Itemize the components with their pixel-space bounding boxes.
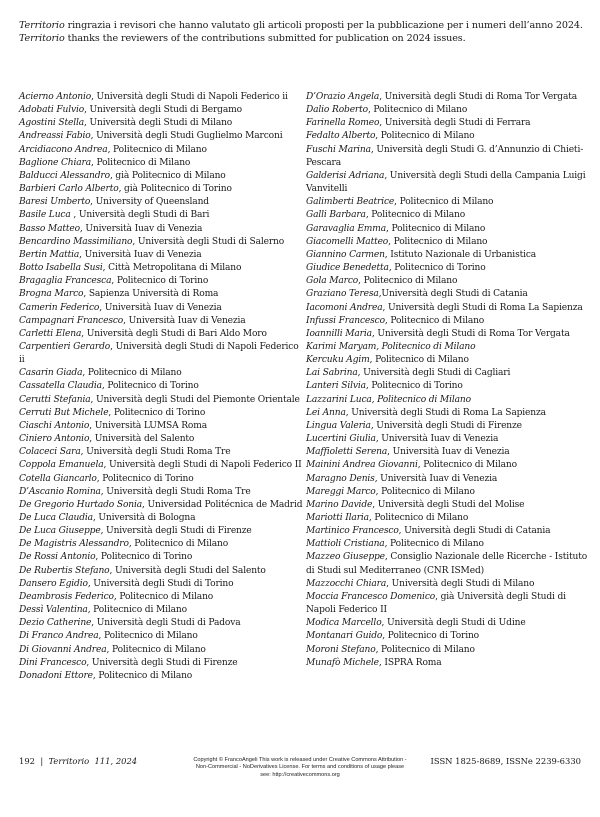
reviewer-affiliation: , Università degli Studi Guglielmo Marconi [90,131,283,142]
reviewer-affiliation: , Politecnico di Milano [98,631,198,642]
reviewer-entry [306,499,591,512]
reviewer-name: Farinella Romeo [306,118,380,129]
reviewer-name: Lucertini Giulia [306,434,376,445]
reviewer-entry [306,407,591,420]
reviewer-name: Bertin Mattia [19,249,80,260]
reviewer-entry [306,459,591,472]
reviewer-affiliation: , Consiglio Nazionale delle Ricerche - Istituto di Studi sul Mediterraneo (CNR ISMed) [306,552,588,576]
reviewer-entry [306,249,591,262]
reviewer-affiliation: , Università degli Studi Roma Tre [80,447,231,458]
reviewer-entry [306,104,591,117]
reviewer-affiliation: , Politecnico di Milano [365,210,466,221]
reviewer-name: Galli Barbara [306,210,366,221]
footer-license: Copyright © FrancoAngeli This work is released under Creative Commons Attribution - Non-Commercial - NoDerivatives License. For terms and conditions of usage please see: http://creativecommons.org [193,757,407,778]
reviewer-entry [306,420,591,433]
reviewer-name: Fuschi Marina [306,144,371,155]
reviewer-affiliation: , Politecnico di Milano [87,605,187,616]
reviewer-name: Giacomelli Matteo [306,236,389,247]
intro-italian-text: ringrazia i revisori che hanno valutato gli articoli proposti per la pubblicazione per i numeri dell’anno 2024. [64,20,583,31]
reviewer-affiliation: , già Politecnico di Milano [109,170,226,181]
reviewer-affiliation: , Politecnico di Milano [82,368,182,379]
reviewer-name: Carpentieri Gerardo [19,341,111,352]
reviewer-affiliation: , Università degli Studi di Firenze [86,657,238,668]
reviewer-name: Mazzocchi Chiara [306,578,387,589]
reviewer-affiliation: , già Università degli Studi di Napoli Federico II [306,591,566,616]
reviewer-affiliation: , Università Iuav di Venezia [387,447,510,458]
reviewer-name: Ioannilli Maria [306,328,372,339]
reviewer-affiliation: , Università di Bologna [92,513,196,523]
reviewer-name: Maffioletti Serena [306,447,388,458]
reviewer-affiliation: , Università degli Studi di Padova [91,618,241,629]
reviewer-affiliation: , Politecnico di Milano [386,223,486,234]
intro-english [19,32,589,45]
reviewer-name: Dini Francesco [19,657,87,668]
reviewer-entry [19,275,303,288]
reviewer-affiliation: , Università degli Studi di Udine [381,618,526,629]
reviewer-affiliation: , Politecnico di Milano [417,460,517,471]
reviewer-name: Lai Sabrina [306,368,358,379]
reviewer-entry [306,578,591,591]
reviewer-entry [19,315,303,328]
reviewer-entry [19,670,303,683]
footer-separator: | [35,756,49,766]
reviewer-name: Gola Marco [306,276,359,287]
reviewer-name: Basso Matteo [19,223,80,234]
reviewer-name: Bencardino Massimiliano [19,236,133,247]
reviewer-entry [306,525,591,538]
reviewer-affiliation: , Università degli Studi del Molise [372,499,525,510]
reviewer-name: De Gregorio Hurtado Sonia [19,499,143,510]
reviewer-affiliation: , Politecnico di Torino [111,276,209,287]
reviewer-name: Giudice Benedetta [306,263,389,274]
reviewer-affiliation: , Università Iuav di Venezia [79,223,203,234]
reviewer-entry [19,144,303,157]
reviewer-affiliation: , Politecnico di Torino [96,473,194,484]
reviewer-name: De Rubertis Stefano [19,565,110,576]
reviewer-affiliation: , Università degli Studi G. d’Annunzio di Chieti-Pescara [306,144,584,168]
intro-english-text: thanks the reviewers of the contributions submitted for publication on 2024 issues. [64,33,466,44]
reviewer-entry [306,367,591,380]
reviewer-entry [306,644,591,657]
reviewer-entry [306,486,591,499]
reviewer-entry [19,196,303,209]
reviewer-name: Ciniero Antonio [19,434,90,445]
reviewer-entry [19,617,303,630]
reviewer-entry [19,433,303,446]
reviewer-name: Acierno Antonio [19,92,92,102]
reviewer-affiliation: , Politecnico di Torino [108,407,206,418]
reviewer-name: Marino Davide [306,499,373,510]
reviewer-name: Cerruti But Michele [19,407,109,418]
reviewer-affiliation: , Politecnico di Milano [358,276,458,287]
reviewer-entry [306,262,591,275]
reviewer-affiliation: , Politecnico di Milano [388,236,488,247]
reviewer-entry [19,380,303,393]
reviewer-entry [19,117,303,130]
reviewer-name: Montanari Guido [306,631,383,642]
reviewer-affiliation: , Politecnico di Torino [101,381,199,392]
reviewer-name: Di Franco Andrea [19,631,99,642]
reviewer-name: Baresi Umberto [19,197,91,208]
reviewer-affiliation: , Politecnico di Milano [107,144,207,155]
reviewer-affiliation: , Università degli Studi di Milano [84,118,233,129]
reviewer-affiliation: , Università Iuav di Venezia [99,302,222,313]
reviewer-name: Casarin Giada [19,368,83,379]
reviewer-name: Colaceci Sara [19,447,81,458]
reviewer-name: D’Orazio Angela [306,92,380,102]
reviewer-name: Campagnari Francesco [19,315,124,326]
reviewer-affiliation: , Università degli Studi della Campania Luigi Vanvitelli [306,170,586,195]
reviewer-entry [306,130,591,143]
reviewer-affiliation: , Università degli Studi di Firenze [370,420,522,431]
reviewer-entry [306,354,591,367]
reviewer-affiliation: , Università degli Studi di Bari Aldo Moro [81,328,267,339]
reviewer-affiliation: , Università LUMSA Roma [89,420,207,431]
footer-issn: ISSN 1825-8689, ISSNe 2239-6330 [430,756,581,766]
reviewer-name: Mazzeo Giuseppe [306,552,385,563]
reviewer-entry [19,302,303,315]
reviewer-affiliation: , Università degli Studi di Ferrara [379,118,531,129]
reviewer-name: Galderisi Adriana [306,170,385,181]
reviewer-affiliation: , Politecnico di Milano [375,131,475,142]
reviewer-name: Moccia Francesco Domenico [306,591,436,602]
reviewer-entry [19,407,303,420]
reviewer-affiliation: , Università Iuav di Venezia [375,434,499,445]
reviewer-affiliation: , Politecnico di Milano [368,513,469,523]
reviewer-entry [19,236,303,249]
page-number: 192 [19,756,35,766]
reviewer-affiliation: , Politecnico di Milano [92,670,193,681]
reviewer-name: Infussi Francesco [306,315,385,326]
reviewer-affiliation: , Politecnico di Milano [375,644,475,655]
reviewer-affiliation: , Università degli Studi del Piemonte Orientale [90,394,300,405]
reviewer-name: Basile Luca [19,210,74,221]
reviewer-name: De Luca Claudia [19,513,93,523]
reviewer-name: Mattioli Cristiana [306,539,385,550]
reviewer-affiliation: , Sapienza Università di Roma [83,289,219,300]
reviewer-name: Brogna Marco [19,289,84,300]
reviewer-entry [19,630,303,643]
reviewer-entry [306,91,591,104]
reviewer-name: Lingua Valeria [306,420,371,431]
reviewer-entry [19,130,303,143]
reviewer-affiliation: , Università degli Studi di Napoli Federico II [103,460,302,471]
reviewer-affiliation: , Università degli Studi di Roma Tor Vergata [371,328,570,339]
reviewer-affiliation: , Politecnico di Milano [384,315,485,326]
reviewer-name: Arcidiacono Andrea [19,144,108,155]
reviewers-left-column [19,91,303,683]
reviewer-affiliation: , Università degli Studi di Roma La Sapienza [345,407,546,418]
reviewer-entry [19,538,303,551]
reviewer-entry [306,446,591,459]
reviewer-name: Mainini Andrea Giovanni [306,460,418,471]
reviewer-name: Baglione Chiara [19,157,92,168]
reviewer-entry [19,499,303,512]
reviewer-affiliation: , Università Iuav di Venezia [123,315,246,326]
reviewer-entry [19,209,303,222]
reviewer-affiliation: , Politecnico di Milano [106,644,206,655]
reviewer-affiliation: , Università degli Studi di Salerno [132,236,285,247]
reviewer-name: Mariotti Ilaria [306,513,369,523]
reviewer-name: Adobati Fulvio [19,105,85,116]
reviewer-affiliation: , Università degli Studi di Milano [386,578,535,589]
footer-page-info [19,756,137,766]
reviewer-affiliation: , Universidad Politécnica de Madrid [142,499,303,510]
reviewer-entry [19,604,303,617]
reviewer-entry [19,446,303,459]
reviewer-affiliation: , Politecnico di Milano [369,355,469,366]
reviewer-entry [19,367,303,380]
reviewer-entry [19,657,303,670]
reviewer-entry [306,591,591,617]
reviewer-affiliation: ,Università degli Studi di Catania [378,289,528,300]
reviewer-affiliation: , Università degli Studi di Firenze [100,526,252,537]
reviewer-entry [19,644,303,657]
reviewer-entry [19,328,303,341]
reviewer-name: Lazzarini Luca, Politecnico di Milano [306,394,471,405]
reviewer-entry [19,525,303,538]
reviewer-entry [306,196,591,209]
reviewer-entry [19,288,303,301]
reviewer-entry [306,328,591,341]
reviewer-affiliation: , Politecnico di Milano [91,157,191,168]
reviewer-affiliation: , Università degli Studi del Salento [109,565,266,576]
reviewer-entry [19,104,303,117]
journal-name: Territorio [19,33,65,44]
reviewer-entry [306,380,591,393]
reviewer-entry [306,630,591,643]
reviewer-entry [306,223,591,236]
reviewer-entry [19,249,303,262]
reviewer-name: Giannino Carmen [306,249,385,260]
reviewer-affiliation: , Politecnico di Torino [382,631,480,642]
reviewer-name: Garavaglia Emma [306,223,387,234]
reviewer-entry [19,223,303,236]
reviewer-affiliation: , Politecnico di Milano [394,197,494,208]
reviewer-name: Mareggi Marco [306,486,376,497]
reviewer-affiliation: , Università degli Studi di Cagliari [357,368,511,379]
journal-name: Territorio [19,20,65,31]
reviewer-entry [306,302,591,315]
reviewer-entry [19,91,303,104]
reviewer-entry [306,473,591,486]
reviewer-affiliation: , Università degli Studi di Bari [73,210,210,221]
reviewer-affiliation: , Città Metropolitana di Milano [102,263,242,274]
reviewer-affiliation: , Politecnico di Milano [384,539,484,550]
reviewer-entry [306,117,591,130]
reviewer-entry [306,144,591,170]
reviewer-name: Barbieri Carlo Alberto [19,184,119,195]
reviewer-name: Dessì Valentina [19,605,88,616]
reviewer-entry [306,617,591,630]
reviewer-name: Munafò Michele [306,657,379,668]
reviewer-entry [306,341,591,354]
reviewer-affiliation: , Università degli Studi di Roma La Sapienza [382,302,583,313]
reviewer-entry [306,288,591,301]
reviewer-name: Carletti Elena [19,328,82,339]
reviewer-affiliation: , Università degli Studi di Napoli Federico ii [19,341,299,366]
reviewer-entry [306,209,591,222]
reviewer-affiliation: , Università Iuav di Venezia [374,473,498,484]
reviewer-entry [19,459,303,472]
reviewer-name: Cotella Giancarlo [19,473,97,484]
reviewer-affiliation: , Università degli Studi di Catania [398,526,551,537]
reviewer-entry [306,236,591,249]
reviewer-name: Fedalto Alberto [306,131,376,142]
reviewer-name: Balducci Alessandro [19,170,110,181]
reviewer-entry [19,486,303,499]
reviewer-entry [19,551,303,564]
reviewer-name: Agostini Stella [19,118,85,129]
intro-italian [19,19,589,32]
reviewer-name: Lei Anna [306,407,346,418]
reviewer-name: Andreassi Fabio [19,131,91,142]
intro-text [19,19,589,45]
reviewer-name: Di Giovanni Andrea [19,644,107,655]
reviewer-name: Moroni Stefano [306,644,376,655]
reviewer-name: Bragaglia Francesca [19,276,112,287]
reviewer-name: Ciaschi Antonio [19,420,90,431]
reviewer-entry [306,657,591,670]
reviewer-name: Deambrosis Federico [19,591,114,602]
reviewer-entry [19,420,303,433]
reviewer-entry [306,538,591,551]
reviewer-name: D’Ascanio Romina [19,486,101,497]
reviewer-entry [19,578,303,591]
reviewer-name: Dalio Roberto [306,105,368,116]
reviewer-name: Modica Marcello [306,618,382,629]
reviewer-affiliation: , Politecnico di Milano [375,486,475,497]
reviewer-name: Lanteri Silvia [306,381,366,392]
reviewer-affiliation: , Politecnico di Milano [128,539,229,550]
reviewer-affiliation: , Politecnico di Milano [367,105,468,116]
reviewer-affiliation: , Università Iuav di Venezia [79,249,202,260]
reviewer-affiliation: , Istituto Nazionale di Urbanistica [384,249,537,260]
reviewer-entry [306,394,591,407]
footer-journal: Territorio 111, 2024 [48,756,138,766]
reviewer-entry [19,262,303,275]
reviewer-affiliation: , Politecnico di Milano [113,591,214,602]
reviewer-name: De Luca Giuseppe [19,526,101,537]
reviewer-affiliation: , Università degli Studi Roma Tre [100,486,251,497]
reviewer-affiliation: , University of Queensland [90,197,209,208]
reviewer-name: De Magistris Alessandro [19,539,129,550]
reviewer-name: Graziano Teresa [306,289,379,300]
reviewer-affiliation: , Politecnico di Torino [95,552,193,563]
reviewer-affiliation: , Università degli Studi di Bergamo [84,105,242,116]
reviewer-name: Iacomoni Andrea [306,302,383,313]
reviewer-affiliation: , Università degli Studi di Torino [87,578,234,589]
reviewer-name: Camerin Federico [19,302,100,313]
reviewer-entry [19,473,303,486]
reviewer-name: Dansero Egidio [19,578,88,589]
reviewer-affiliation: , Università degli Studi di Napoli Federico ii [91,92,288,102]
reviewer-affiliation: , ISPRA Roma [378,657,442,668]
reviewer-name: Kercuku Agim [306,355,370,366]
reviewer-entry [19,341,303,367]
reviewer-name: Cassatella Claudia [19,381,102,392]
reviewer-name: Galimberti Beatrice [306,197,395,208]
reviewer-entry [19,170,303,183]
reviewer-entry [306,315,591,328]
reviewer-name: Botto Isabella Susi [19,263,103,274]
reviewer-name: Coppola Emanuela [19,460,104,471]
reviewer-affiliation: , Università degli Studi di Roma Tor Vergata [379,92,578,102]
reviewer-entry [19,183,303,196]
reviewer-entry [306,275,591,288]
reviewer-entry [306,551,591,577]
reviewer-entry [19,394,303,407]
reviewer-affiliation: , Politecnico di Torino [388,263,486,274]
reviewer-affiliation: , già Politecnico di Torino [118,184,232,195]
reviewer-name: De Rossi Antonio [19,552,96,563]
reviewer-entry [19,591,303,604]
reviewer-name: Donadoni Ettore [19,670,93,681]
reviewer-name: Cerutti Stefania [19,394,91,405]
reviewer-entry [19,157,303,170]
reviewer-entry [306,512,591,525]
reviewer-entry [306,433,591,446]
reviewer-affiliation: , Università del Salento [89,434,195,445]
reviewer-name: Maragno Denis [306,473,375,484]
reviewer-affiliation: , Politecnico di Torino [365,381,463,392]
reviewer-name: Martinico Francesco [306,526,399,537]
reviewers-right-column [306,91,591,670]
reviewer-entry [306,170,591,196]
reviewer-name: Dezio Catherine [19,618,92,629]
reviewer-entry [19,512,303,525]
reviewer-name: Karimi Maryam, Politecnico di Milano [306,341,476,352]
reviewer-entry [19,565,303,578]
